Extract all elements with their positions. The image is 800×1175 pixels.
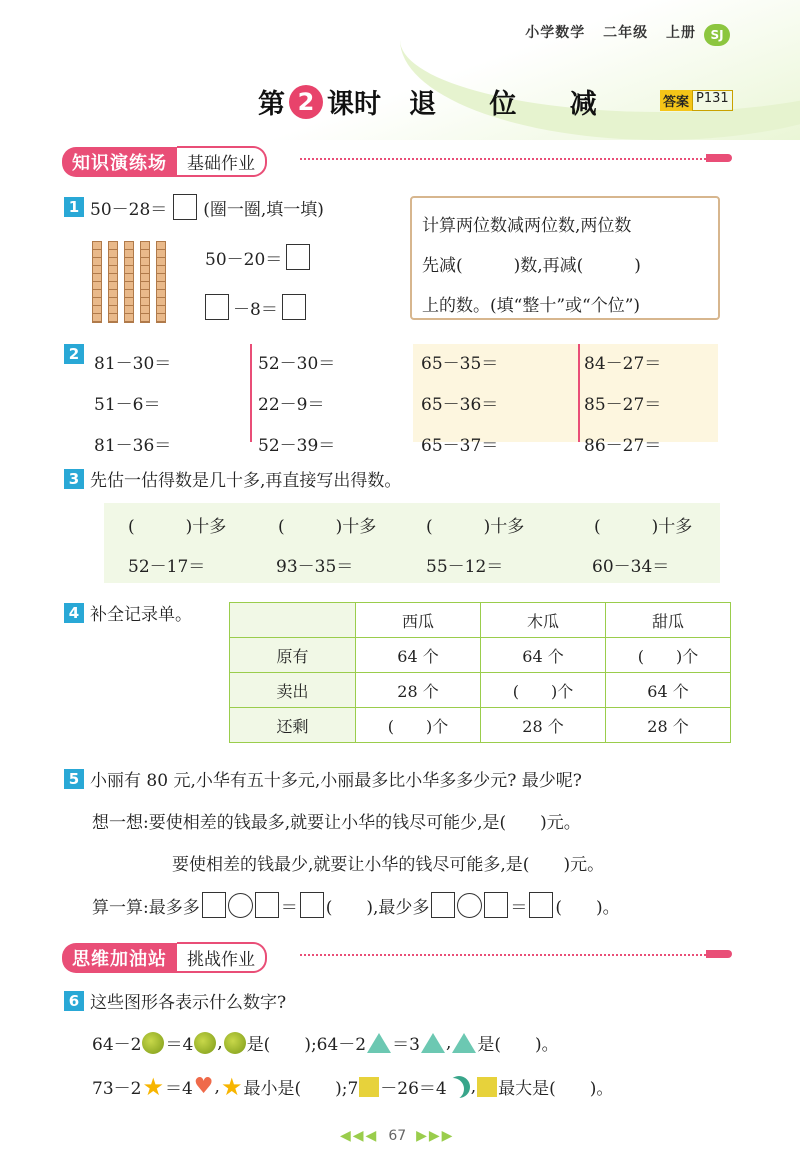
- table-cell: 28 个: [356, 673, 481, 708]
- question-5: [64, 766, 582, 791]
- counting-rods[interactable]: [92, 241, 182, 327]
- table-cell: 西瓜: [356, 603, 481, 638]
- question-number: 5: [64, 769, 84, 789]
- star-icon: ★: [220, 1072, 243, 1101]
- q3-stem: 先估一估得数是几十多,再直接写出得数。: [90, 471, 402, 491]
- q1-stem: 50－28＝: [90, 199, 168, 220]
- table-row: [230, 708, 731, 743]
- q6-text: ＝4: [164, 1079, 193, 1099]
- page-number: 67: [388, 1128, 407, 1144]
- equals-sign: ＝: [510, 897, 528, 918]
- q6-text: 最大是( )。: [498, 1079, 614, 1099]
- q2-item: 65－35＝: [421, 354, 499, 374]
- table-cell: 还剩: [230, 708, 356, 743]
- q2-item: 86－27＝: [584, 436, 662, 456]
- divider: [578, 344, 580, 442]
- estimate-slot[interactable]: ( )十多: [426, 517, 525, 537]
- answer-box[interactable]: [286, 244, 310, 270]
- q6-text: ,: [445, 1032, 452, 1053]
- q6-text: 是( )。: [477, 1035, 559, 1055]
- tip-line: 上的数。(填“整十”或“个位”): [422, 296, 641, 316]
- q6-text: ,: [214, 1076, 220, 1097]
- question-number: 1: [64, 197, 84, 217]
- operator-circle[interactable]: [228, 893, 253, 918]
- q6-text: 73－2: [92, 1079, 142, 1099]
- table-cell: [230, 603, 356, 638]
- calc-end: ( )。: [555, 897, 620, 918]
- q2-item: 65－36＝: [421, 395, 499, 415]
- q2-item: 22－9＝: [258, 395, 325, 415]
- q2-col2: [258, 344, 335, 467]
- q2-col4: [584, 344, 661, 467]
- green-circle-icon: [142, 1032, 164, 1054]
- page-footer: [340, 1128, 454, 1144]
- q6-text: ＝3: [392, 1035, 420, 1055]
- q6-text: ,: [470, 1076, 477, 1097]
- answer-box[interactable]: [173, 194, 197, 220]
- q2-item: 51－6＝: [94, 395, 161, 415]
- q2-item: 65－37＝: [421, 436, 499, 456]
- lesson-title: [258, 82, 619, 121]
- triangle-icon: [367, 1033, 391, 1053]
- q1-instruction: (圈一圈,填一填): [203, 199, 324, 220]
- q2-col1: [94, 344, 171, 467]
- book-info: [513, 22, 696, 42]
- q2-item: 52－30＝: [258, 354, 336, 374]
- q5-stem: 小丽有 80 元,小华有五十多元,小丽最多比小华多多少元? 最少呢?: [90, 771, 582, 791]
- right-arrows-icon: ▶▶▶: [416, 1128, 455, 1144]
- moon-icon: [448, 1076, 470, 1098]
- section-subtitle: 基础作业: [177, 146, 267, 177]
- tip-line: 先减( )数,再减( ): [422, 256, 641, 276]
- green-circle-icon: [224, 1032, 246, 1054]
- table-cell: 卖出: [230, 673, 356, 708]
- table-cell: 28 个: [606, 708, 731, 743]
- q6-text: ,: [217, 1032, 223, 1053]
- question-number: 3: [64, 469, 84, 489]
- q6-stem: 这些图形各表示什么数字?: [90, 993, 287, 1013]
- lesson-number: 2: [289, 85, 323, 119]
- answer-box[interactable]: [484, 892, 508, 918]
- left-arrows-icon: ◀◀◀: [340, 1128, 379, 1144]
- answer-box[interactable]: [529, 892, 553, 918]
- subject: 小学数学: [525, 25, 586, 41]
- table-header-row: [230, 603, 731, 638]
- divider: [250, 344, 252, 442]
- section-banner-challenge: [62, 942, 267, 973]
- answer-box[interactable]: [300, 892, 324, 918]
- green-circle-icon: [194, 1032, 216, 1054]
- pencil-icon: [706, 154, 732, 162]
- calc-label: 算一算:最多多: [92, 897, 200, 918]
- question-4: [64, 600, 192, 625]
- q4-stem: 补全记录单。: [90, 605, 192, 625]
- q6-text: 64－2: [92, 1035, 142, 1055]
- q2-item: 81－30＝: [94, 354, 172, 374]
- question-number: 6: [64, 991, 84, 1011]
- pencil-icon: [706, 950, 732, 958]
- q1-eq1: [205, 244, 310, 270]
- q5-calc: [92, 892, 620, 918]
- equals-sign: ＝: [280, 897, 298, 918]
- eq2-text: －8＝: [233, 299, 278, 320]
- estimate-slot[interactable]: ( )十多: [594, 517, 693, 537]
- tip-line: 计算两位数减两位数,两位数: [422, 216, 632, 236]
- table-cell[interactable]: ( )个: [481, 673, 606, 708]
- eq1-text: 50－20＝: [205, 249, 283, 270]
- q2-item: 81－36＝: [94, 436, 172, 456]
- answer-box[interactable]: [282, 294, 306, 320]
- table-cell: 64 个: [356, 638, 481, 673]
- q6-line1: [92, 1030, 559, 1055]
- table-row: [230, 673, 731, 708]
- table-row: [230, 638, 731, 673]
- q3-item: 60－34＝: [592, 557, 670, 577]
- question-number: 4: [64, 603, 84, 623]
- q6-text: －26＝4: [380, 1079, 447, 1099]
- question-3: [64, 466, 401, 491]
- answer-box[interactable]: [205, 294, 229, 320]
- q6-text: ＝4: [165, 1035, 194, 1055]
- square-icon: [477, 1077, 497, 1097]
- section-name: 知识演练场: [62, 147, 177, 177]
- ten-rod[interactable]: [108, 241, 118, 323]
- edition-badge: SJ: [704, 24, 730, 46]
- question-6: [64, 988, 286, 1013]
- triangle-icon: [421, 1033, 445, 1053]
- record-table: [229, 602, 731, 743]
- question-number: 2: [64, 344, 84, 364]
- table-cell: 原有: [230, 638, 356, 673]
- table-cell[interactable]: ( )个: [356, 708, 481, 743]
- triangle-icon: [452, 1033, 476, 1053]
- lesson-prefix: 第: [258, 89, 285, 120]
- lesson-suffix: 课时: [327, 89, 381, 120]
- question-2: [64, 344, 84, 364]
- question-1: [64, 194, 324, 220]
- q1-eq2: [205, 294, 306, 320]
- q2-item: 52－39＝: [258, 436, 336, 456]
- term: 上册: [666, 25, 696, 41]
- q6-line2: [92, 1074, 613, 1099]
- q3-item: 52－17＝: [128, 557, 206, 577]
- section-name: 思维加油站: [62, 943, 177, 973]
- q5-think2: 要使相差的钱最少,就要让小华的钱尽可能多,是( )元。: [172, 855, 605, 875]
- q5-think1: 想一想:要使相差的钱最多,就要让小华的钱尽可能少,是( )元。: [92, 813, 581, 833]
- table-cell: 木瓜: [481, 603, 606, 638]
- answer-reference[interactable]: [660, 90, 733, 111]
- q3-item: 55－12＝: [426, 557, 504, 577]
- banner-divider: [300, 954, 706, 956]
- q3-item: 93－35＝: [276, 557, 354, 577]
- grade: 二年级: [603, 25, 649, 41]
- answer-label: 答案: [660, 90, 692, 111]
- table-cell: 64 个: [481, 638, 606, 673]
- estimate-slot[interactable]: ( )十多: [128, 517, 227, 537]
- star-icon: ★: [142, 1072, 164, 1101]
- answer-box[interactable]: [431, 892, 455, 918]
- calc-mid: ( ),最少多: [325, 897, 430, 918]
- lesson-name: 退 位 减: [409, 89, 619, 120]
- ten-rod[interactable]: [140, 241, 150, 323]
- answer-page: P131: [692, 90, 733, 111]
- table-cell: 64 个: [606, 673, 731, 708]
- banner-divider: [300, 158, 706, 160]
- ten-rod[interactable]: [124, 241, 134, 323]
- q2-item: 85－27＝: [584, 395, 662, 415]
- tip-box: [410, 196, 720, 320]
- heart-icon: ♥: [193, 1073, 214, 1099]
- q6-text: 是( );64－2: [246, 1035, 367, 1055]
- section-subtitle: 挑战作业: [177, 942, 267, 973]
- section-banner-basic: [62, 146, 267, 177]
- table-cell[interactable]: ( )个: [606, 638, 731, 673]
- ten-rod[interactable]: [92, 241, 102, 323]
- table-cell: 28 个: [481, 708, 606, 743]
- q2-item: 84－27＝: [584, 354, 662, 374]
- answer-box[interactable]: [202, 892, 226, 918]
- q2-col3: [421, 344, 498, 467]
- estimate-slot[interactable]: ( )十多: [278, 517, 377, 537]
- answer-box[interactable]: [255, 892, 279, 918]
- table-cell: 甜瓜: [606, 603, 731, 638]
- q6-text: 最小是( );7: [243, 1079, 359, 1099]
- ten-rod[interactable]: [156, 241, 166, 323]
- operator-circle[interactable]: [457, 893, 482, 918]
- square-icon: [359, 1077, 379, 1097]
